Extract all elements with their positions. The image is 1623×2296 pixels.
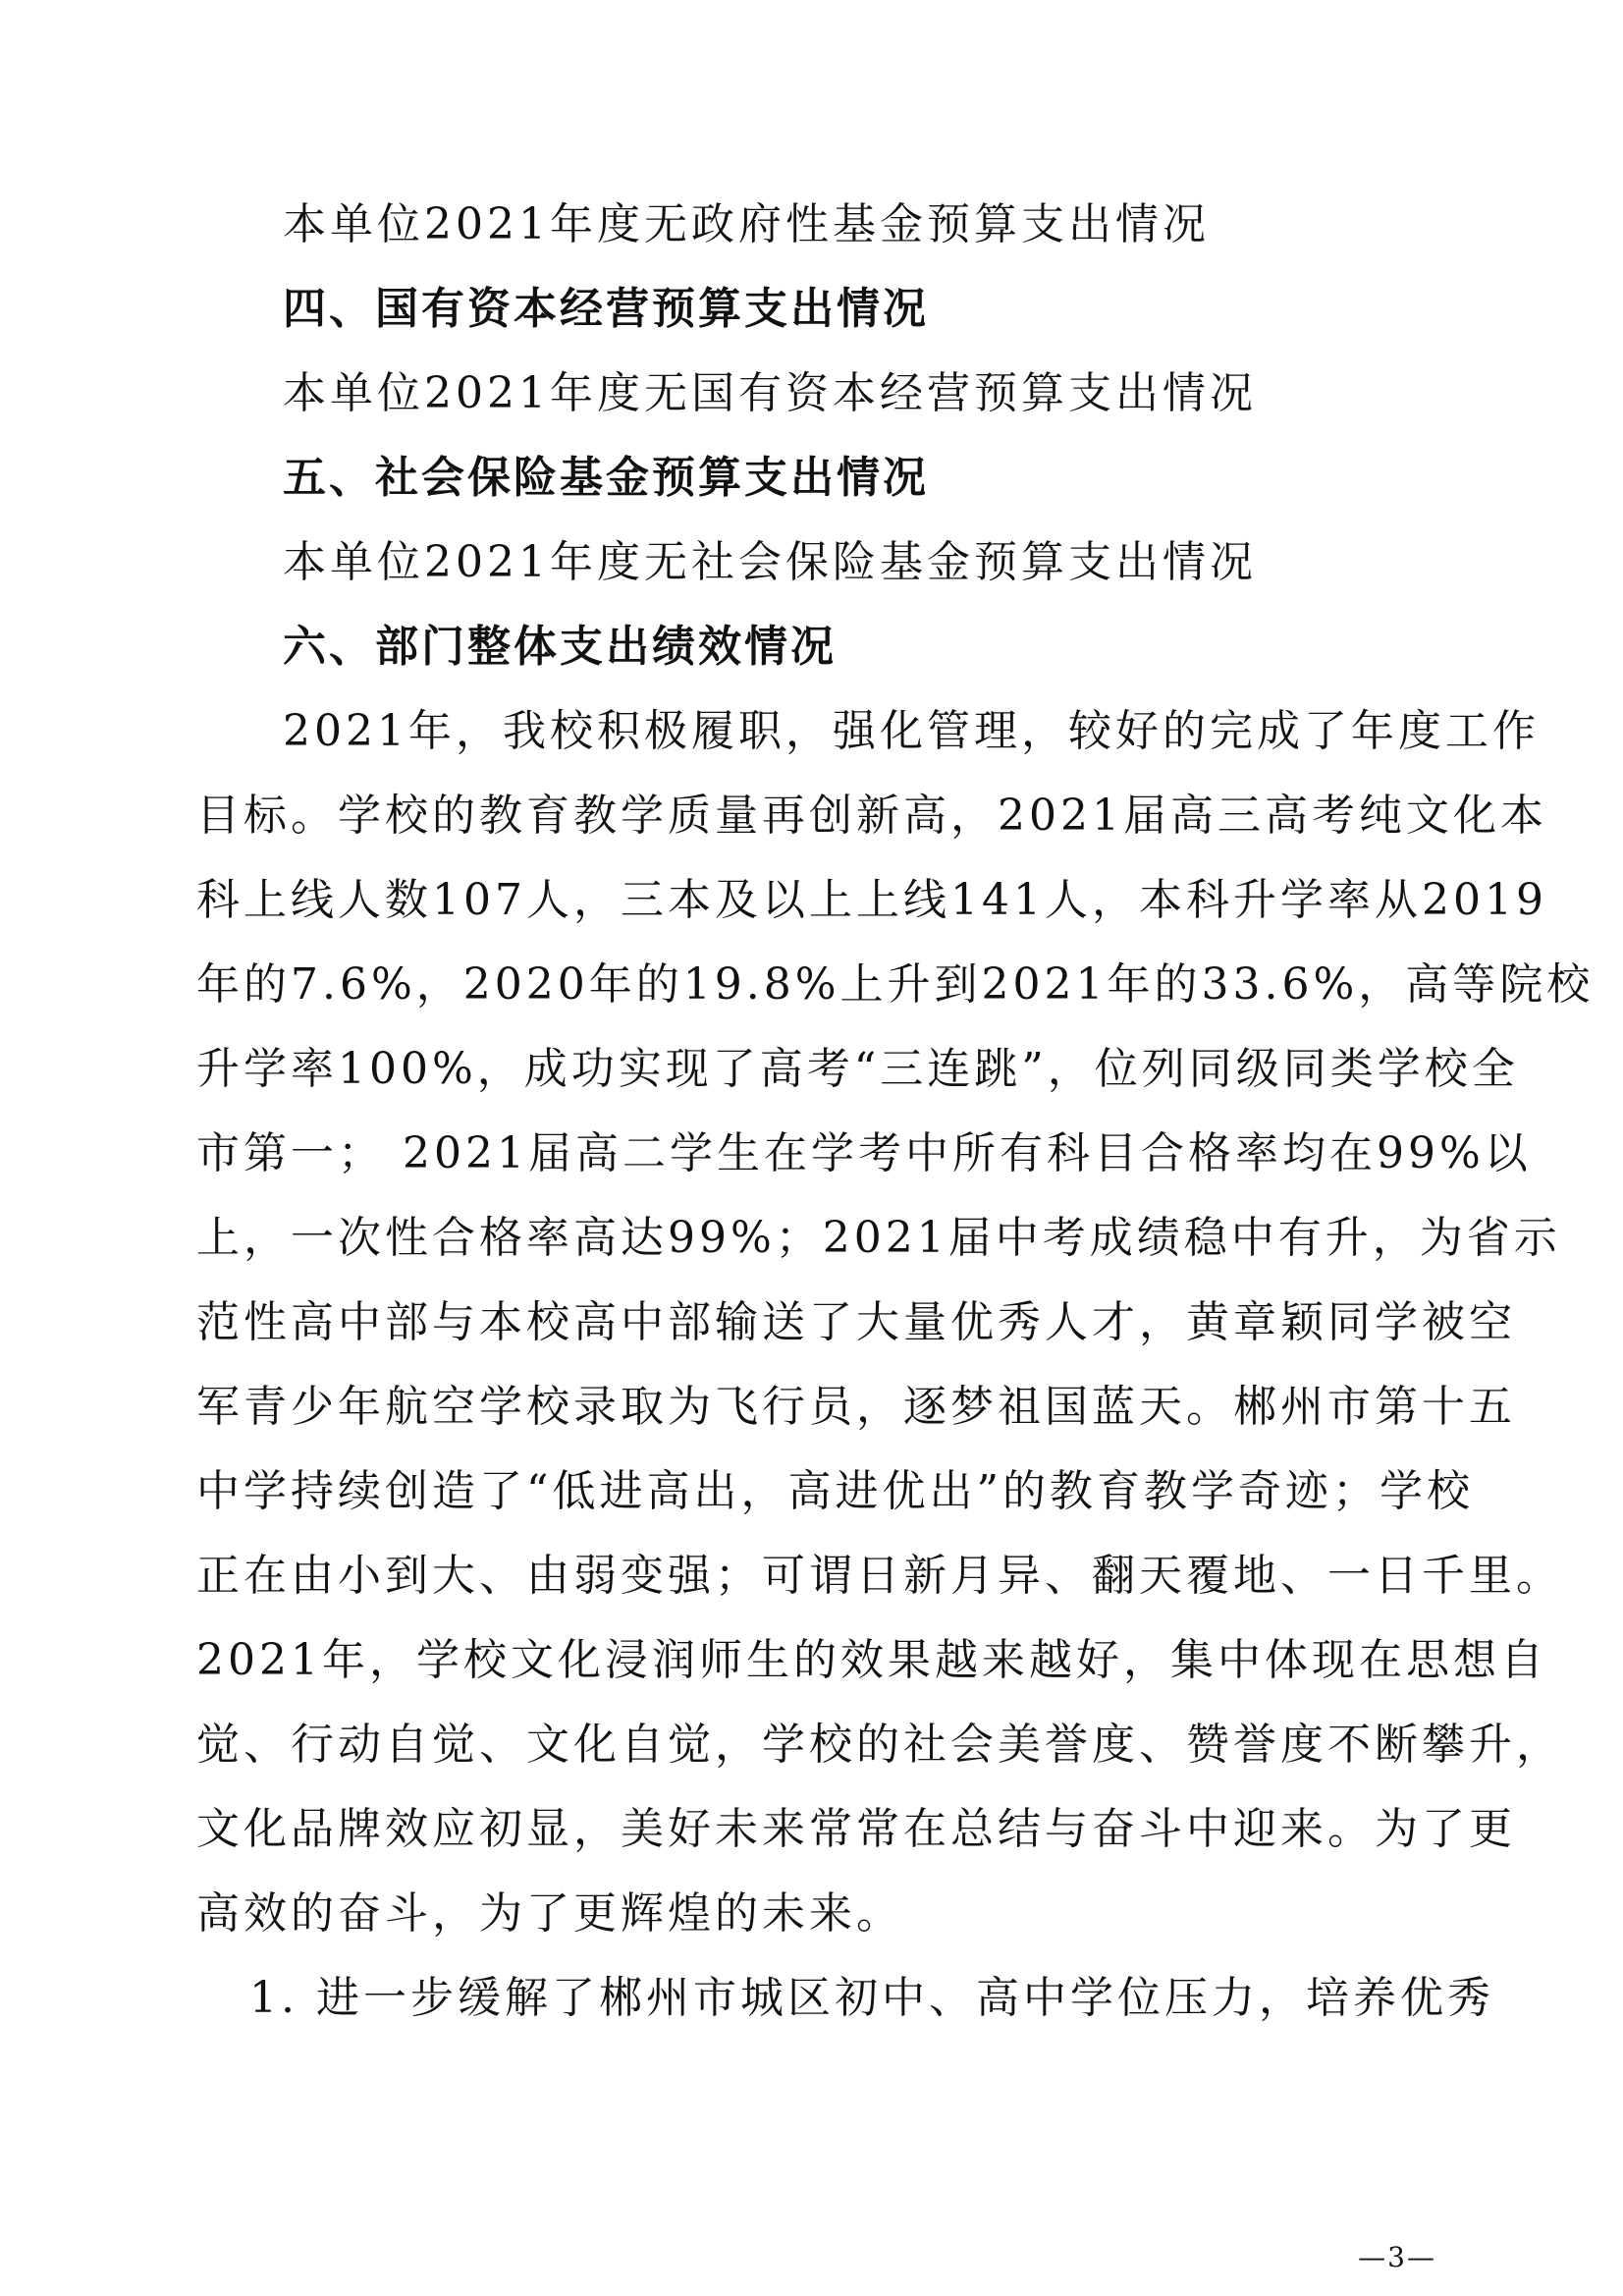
section4-body: 本单位2021年度无国有资本经营预算支出情况 [283,368,1257,418]
section3-body: 本单位2021年度无政府性基金预算支出情况 [283,199,1210,249]
section5-heading: 五、社会保险基金预算支出情况 [283,453,929,503]
paragraph-line: 2021年，学校文化浸润师生的效果越来越好，集中体现在思想自 [196,1635,1547,1685]
paragraph-line: 科上线人数107人，三本及以上上线141人，本科升学率从2019 [196,875,1547,925]
paragraph-line: 目标。学校的教育教学质量再创新高，2021届高三高考纯文化本 [196,791,1547,841]
paragraph-line: 军青少年航空学校录取为飞行员，逐梦祖国蓝天。郴州市第十五 [196,1382,1516,1432]
paragraph-line: 市第一； 2021届高二学生在学考中所有科目合格率均在99%以 [196,1128,1532,1178]
section5-body: 本单位2021年度无社会保险基金预算支出情况 [283,537,1257,587]
paragraph-line: 范性高中部与本校高中部输送了大量优秀人才，黄章颖同学被空 [196,1297,1516,1347]
page-number: —3— [1358,2241,1436,2273]
section6-heading: 六、部门整体支出绩效情况 [283,622,837,672]
paragraph-line: 年的7.6%，2020年的19.8%上升到2021年的33.6%，高等院校 [196,959,1595,1010]
paragraph-line: 升学率100%，成功实现了高考“三连跳”，位列同级同类学校全 [196,1044,1519,1094]
paragraph-line: 文化品牌效应初显，美好未来常常在总结与奋斗中迎来。为了更 [196,1804,1516,1854]
paragraph-line: 高效的奋斗，为了更辉煌的未来。 [196,1888,903,1939]
paragraph-line: 中学持续创造了“低进高出，高进优出”的教育教学奇迹；学校 [196,1466,1474,1516]
paragraph-line: 2021年，我校积极履职，强化管理，较好的完成了年度工作 [283,706,1540,756]
list-item-1: 1. 进一步缓解了郴州市城区初中、高中学位压力，培养优秀 [249,1973,1494,2023]
paragraph-line: 正在由小到大、由弱变强；可谓日新月异、翻天覆地、一日千里。 [196,1551,1563,1601]
paragraph-line: 上，一次性合格率高达99%；2021届中考成绩稳中有升，为省示 [196,1213,1561,1263]
paragraph-line: 觉、行动自觉、文化自觉，学校的社会美誉度、赞誉度不断攀升， [196,1720,1563,1770]
section4-heading: 四、国有资本经营预算支出情况 [283,284,929,334]
